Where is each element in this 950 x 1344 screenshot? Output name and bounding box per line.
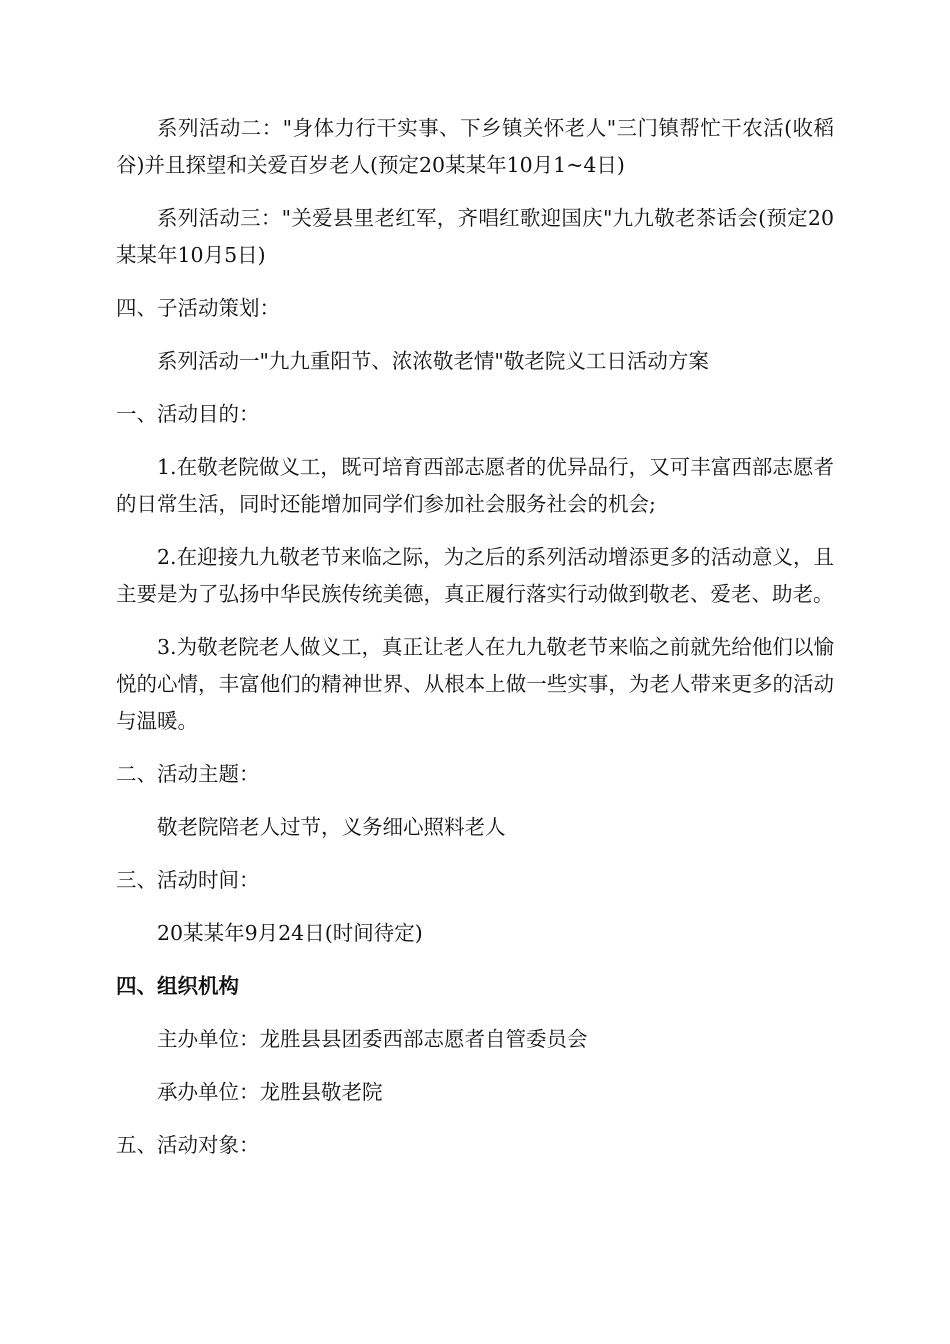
section-heading-theme: 二、活动主题：: [116, 762, 260, 786]
section-heading-target: 五、活动对象：: [116, 1133, 260, 1157]
document-body: [116, 110, 834, 1164]
host-unit-text: 主办单位：龙胜县县团委西部志愿者自管委员会: [157, 1027, 588, 1051]
time-text: 20某某年9月24日(时间待定): [157, 921, 423, 945]
paragraph-series-2: 系列活动二："身体力行干实事、下乡镇关怀老人"三门镇帮忙干农活(收稻谷)并且探望和关爱百岁老人(预定20某某年10月1~4日): [116, 116, 834, 177]
goal-item-1: 1.在敬老院做义工，既可培育西部志愿者的优异品行，又可丰富西部志愿者的日常生活，同时还能增加同学们参加社会服务社会的机会;: [116, 455, 834, 516]
goal-item-2: 2.在迎接九九敬老节来临之际，为之后的系列活动增添更多的活动意义，且主要是为了弘扬中华民族传统美德，真正履行落实行动做到敬老、爱老、助老。: [116, 545, 834, 606]
section-heading-time: 三、活动时间：: [116, 868, 260, 892]
theme-text: 敬老院陪老人过节，义务细心照料老人: [157, 815, 506, 839]
sub-activity-title: 系列活动一"九九重阳节、浓浓敬老情"敬老院义工日活动方案: [157, 349, 709, 373]
goal-item-3: 3.为敬老院老人做义工，真正让老人在九九敬老节来临之前就先给他们以愉悦的心情，丰富他们的精神世界、从根本上做一些实事，为老人带来更多的活动与温暖。: [116, 635, 834, 733]
organizer-unit-text: 承办单位：龙胜县敬老院: [157, 1080, 383, 1104]
section-heading-goal: 一、活动目的：: [116, 402, 260, 426]
section-heading-organization: 四、组织机构: [116, 974, 239, 998]
paragraph-series-3: 系列活动三："关爱县里老红军，齐唱红歌迎国庆"九九敬老茶话会(预定20某某年10月5日): [116, 206, 834, 267]
section-heading-sub-activities: 四、子活动策划：: [116, 296, 280, 320]
